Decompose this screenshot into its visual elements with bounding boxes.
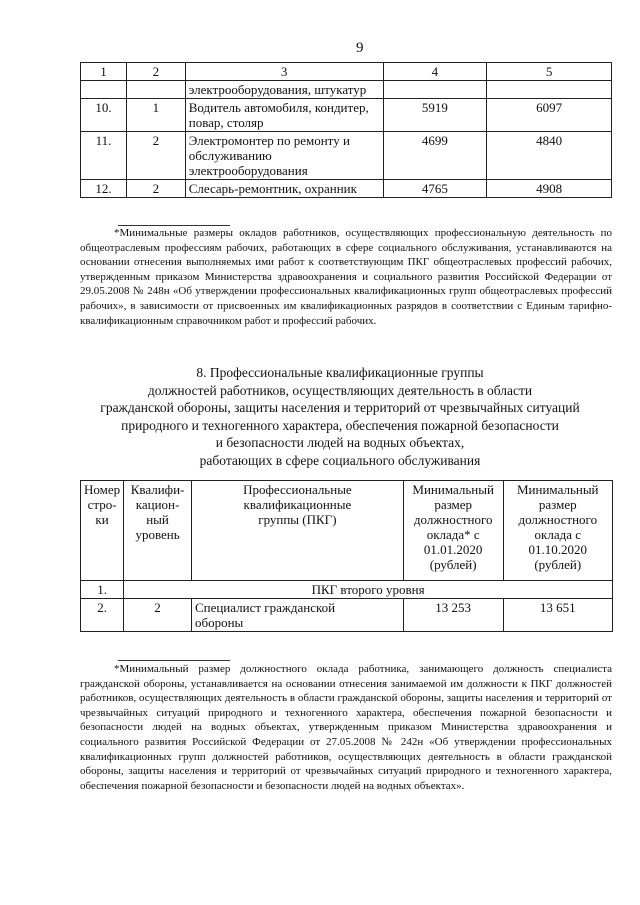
table-row [81, 180, 612, 198]
footnote-text: *Минимальный размер должностного оклада работника, занимающего должность специалиста гражданской обороны, устанавливается на основании отнесения занимаемой им должности к ПКГ должностей работников, осуществляющих деятельность в области гражданской обороны, защиты населения и территорий от чрезвычайных ситуаций природного и техногенного характера, обеспечения пожарной безопасности и безопасности людей на водных объектах, утвержденным приказом Министерства здравоохранения и социального развития Российской Федерации от 27.05.2008 № 242н «Об утверждении профессиональных квалификационных групп должностей работников, осуществляющих деятельность в области гражданской обороны, защиты населения и территорий от чрезвычайных ситуаций природного и техногенного характера, обеспечения пожарной безопасности и безопасности людей на водных объектах». [80, 663, 612, 792]
title-line: работающих в сфере социального обслуживания [199, 452, 481, 468]
title-line: 8. Профессиональные квалификационные группы [196, 365, 484, 380]
cell [126, 81, 185, 99]
cell: ПКГ второго уровня [124, 581, 613, 599]
cell: 13 253 [403, 599, 503, 632]
cell: Водитель автомобиля, кондитер, повар, столяр [185, 99, 383, 132]
title-line: должностей работников, осуществляющих деятельность в области [147, 382, 533, 398]
header-cell: Минимальный размер должностного оклада* с 01.01.2020 (рублей) [403, 481, 503, 581]
header-cell: Минимальный размер должностного оклада с 01.10.2020 (рублей) [503, 481, 612, 581]
header-cell: Квалифи-кацион-ный уровень [124, 481, 192, 581]
footnote-2 [80, 662, 612, 793]
table-header-row [81, 63, 612, 81]
cell: 2 [126, 132, 185, 180]
cell: Электромонтер по ремонту и обслуживанию электрооборудования [185, 132, 383, 180]
cell: 2 [124, 599, 192, 632]
header-cell: 3 [185, 63, 383, 81]
title-line: природного и техногенного характера, обеспечения пожарной безопасности [121, 417, 559, 433]
cell: 13 651 [503, 599, 612, 632]
cell: 4699 [383, 132, 487, 180]
header-cell: 5 [487, 63, 612, 81]
header-cell: 2 [126, 63, 185, 81]
cell: 4908 [487, 180, 612, 198]
cell: 4765 [383, 180, 487, 198]
cell: Слесарь-ремонтник, охранник [185, 180, 383, 198]
cell: 6097 [487, 99, 612, 132]
cell: 5919 [383, 99, 487, 132]
footnote-1 [80, 226, 612, 328]
title-line: гражданской обороны, защиты населения и территорий от чрезвычайных ситуаций [100, 400, 580, 415]
table-row [81, 99, 612, 132]
cell [383, 81, 487, 99]
page-number: 9 [356, 40, 364, 56]
cell: электрооборудования, штукатур [185, 81, 383, 99]
cell: 2 [126, 180, 185, 198]
header-cell: 4 [383, 63, 487, 81]
table-header-row [81, 481, 613, 581]
table-workers [80, 62, 612, 198]
cell: Специалист гражданской обороны [191, 599, 403, 632]
footnote-divider [118, 660, 230, 661]
cell: 10. [81, 99, 127, 132]
footnote-text: *Минимальные размеры окладов работников, осуществляющих профессиональную деятельность по общеотраслевым профессиям рабочих, работающих в сфере социального обслуживания, устанавливаются на основании отнесения выполняемых ими работ к соответствующим ПКГ общеотраслевых профессий рабочих, утвержденным приказом Министерства здравоохранения и социального развития Российской Федерации от 29.05.2008 № 248н «Об утверждении профессиональных квалификационных групп общеотраслевых профессий рабочих», в зависимости от присвоенных им квалификационных разрядов в соответствии с Единым тарифно-квалификационным справочником работ и профессий рабочих. [80, 227, 612, 327]
cell: 1 [126, 99, 185, 132]
cell: 2. [81, 599, 124, 632]
header-cell: Номер стро-ки [81, 481, 124, 581]
table-civil-defense [80, 480, 613, 632]
title-line: и безопасности людей на водных объектах, [215, 435, 465, 450]
table-row [81, 599, 613, 632]
cell: 12. [81, 180, 127, 198]
header-cell: Профессиональные квалификационные группы (ПКГ) [191, 481, 403, 581]
table-group-row [81, 581, 613, 599]
table-row [81, 81, 612, 99]
cell [81, 81, 127, 99]
cell [487, 81, 612, 99]
table-row [81, 132, 612, 180]
cell: 1. [81, 581, 124, 599]
cell: 11. [81, 132, 127, 180]
section-title [60, 364, 620, 469]
cell: 4840 [487, 132, 612, 180]
header-cell: 1 [81, 63, 127, 81]
